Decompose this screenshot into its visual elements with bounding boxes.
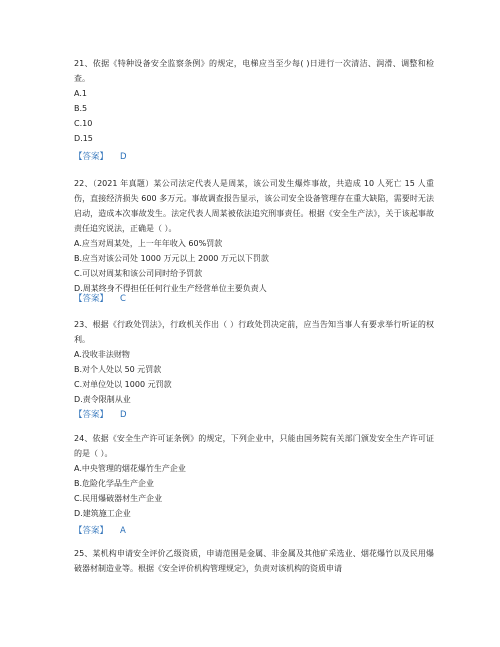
answer-line-21 [74,150,127,164]
option-d: D.建筑施工企业 [74,509,131,518]
option-b: B.危险化学品生产企业 [74,479,155,488]
question-23 [74,317,434,407]
option-d: D.周某终身不得担任任何行业生产经营单位主要负责人 [74,284,267,293]
question-stem: 22、（2021 年真题）某公司法定代表人是周某，该公司发生爆炸事故，共造成 10 人死亡 15 人重伤，直接经济损失 600 多万元。事故调查报告显示，该公司安全设备管理存在重大缺陷，需要时无法启动，造成本次事故发生。法定代表人周某被依法追究刑事责任。根据《安全生产法》，关于该起事故责任追究说法，正确是（ ）。 [74,179,434,233]
option-c: C.民用爆破器材生产企业 [74,494,163,503]
answer-label: 【答案】 [74,152,109,162]
answer-line-23 [74,408,127,422]
answer-label: 【答案】 [74,410,109,420]
option-d: D.责令限制从业 [74,395,131,404]
answer-label: 【答案】 [74,526,109,536]
option-a: A.中央管理的烟花爆竹生产企业 [74,464,186,473]
option-b: B.应当对该公司处 1000 万元以上 2000 万元以下罚款 [74,254,269,263]
answer-value: D [120,152,127,162]
question-21 [74,56,434,146]
answer-line-24 [74,524,126,538]
option-c: C.10 [74,119,93,128]
option-a: A.1 [74,89,87,98]
option-a: A.没收非法财物 [74,350,130,359]
question-25 [74,546,434,576]
question-stem: 21、依据《特种设备安全监察条例》的规定，电梯应当至少每( )日进行一次清洁、润滑、调整和检查。 [74,59,434,83]
option-b: B.对个人处以 50 元罚款 [74,365,162,374]
option-d: D.15 [74,134,93,143]
question-24 [74,431,434,521]
option-c: C.对单位处以 1000 元罚款 [74,380,172,389]
answer-value: C [120,294,126,304]
option-b: B.5 [74,104,88,113]
answer-value: D [120,410,127,420]
question-stem: 25、某机构申请安全评价乙级资质，申请范围是金属、非金属及其他矿采选业、烟花爆竹以及民用爆破器材制造业等。根据《安全评价机构管理规定》，负责对该机构的资质申请 [74,549,434,573]
option-a: A.应当对周某处，上一年年收入 60%罚款 [74,239,223,248]
answer-label: 【答案】 [74,294,109,304]
option-c: C.可以对周某和该公司同时给予罚款 [74,269,203,278]
question-stem: 23、根据《行政处罚法》，行政机关作出（ ）行政处罚决定前，应当告知当事人有要求举行听证的权利。 [74,320,434,344]
question-stem: 24、依据《安全生产许可证条例》的规定，下列企业中，只能由国务院有关部门颁发安全生产许可证的是（ ）。 [74,434,434,458]
answer-value: A [120,526,126,536]
question-22 [74,176,434,296]
answer-line-22 [74,292,126,306]
